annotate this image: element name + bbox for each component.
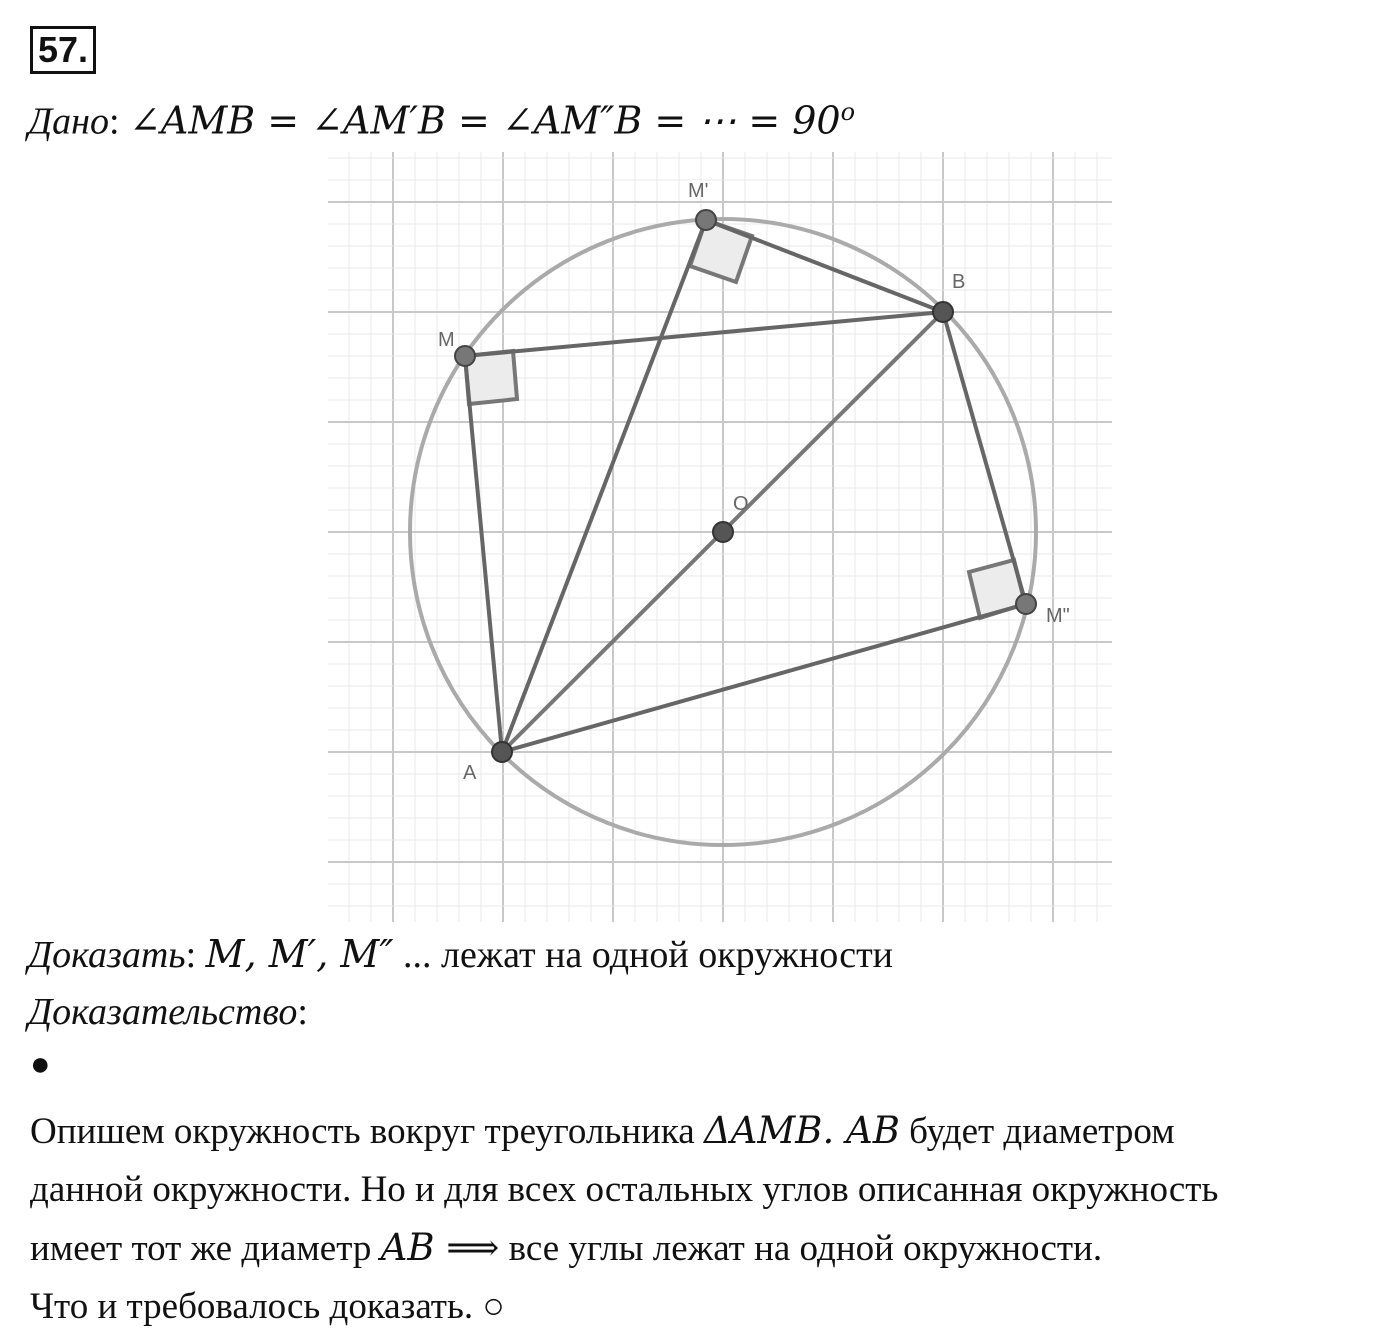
proof-line-1-math: ΔAMB. AB (703, 1109, 900, 1152)
bullet: ● (30, 1046, 51, 1083)
label-a: A (463, 762, 477, 784)
prove-colon: : (185, 934, 197, 976)
point-m (455, 346, 475, 366)
given-statement: ∠AMB = ∠AM′B = ∠AM″B = ⋯ = 90 (129, 98, 841, 143)
segment-am1 (502, 220, 706, 752)
proof-line-1 (30, 1102, 1375, 1161)
point-m1 (696, 210, 716, 230)
proof-line-1-text-a: Опишем окружность вокруг треугольника (30, 1111, 704, 1152)
proof-line-1-text-b: будет диаметром (899, 1111, 1175, 1152)
label-m: M (438, 329, 455, 351)
proof-line-3-math: AB ⟹ (380, 1226, 500, 1269)
problem-number: 57. (30, 26, 96, 74)
point-b (933, 302, 953, 322)
prove-math: M, M′, M″ (205, 932, 394, 976)
proof-line-3-text-b: все углы лежат на одной окружности. (499, 1228, 1103, 1269)
given-line (28, 98, 855, 144)
prove-label: Доказать (28, 934, 186, 976)
right-angle-marker-m1 (690, 220, 752, 282)
given-label: Дано (28, 100, 110, 143)
point-m2 (1016, 594, 1036, 614)
label-b: B (952, 271, 966, 293)
label-m2: M" (1046, 605, 1070, 627)
label-o: O (733, 493, 749, 515)
proof-line-3-text-a: имеет тот же диаметр (30, 1228, 381, 1269)
proof-line-3 (30, 1219, 1375, 1278)
label-m1: M' (688, 180, 709, 202)
proof-heading (28, 990, 308, 1034)
proof-line-2: данной окружности. Но и для всех остальных углов описанная окружность (30, 1169, 1219, 1210)
prove-line (28, 932, 893, 977)
proof-line-4: Что и требовалось доказать. ○ (30, 1286, 505, 1327)
given-superscript: o (840, 98, 856, 126)
labels (438, 180, 1070, 784)
proof-colon: : (297, 991, 308, 1033)
point-a (492, 742, 512, 762)
prove-text: ... лежат на одной окружности (393, 934, 894, 976)
geometry-figure (328, 152, 1112, 922)
proof-paragraph (30, 1102, 1375, 1336)
point-o (713, 522, 733, 542)
proof-label: Доказательство (28, 991, 298, 1033)
given-colon: : (109, 100, 120, 143)
